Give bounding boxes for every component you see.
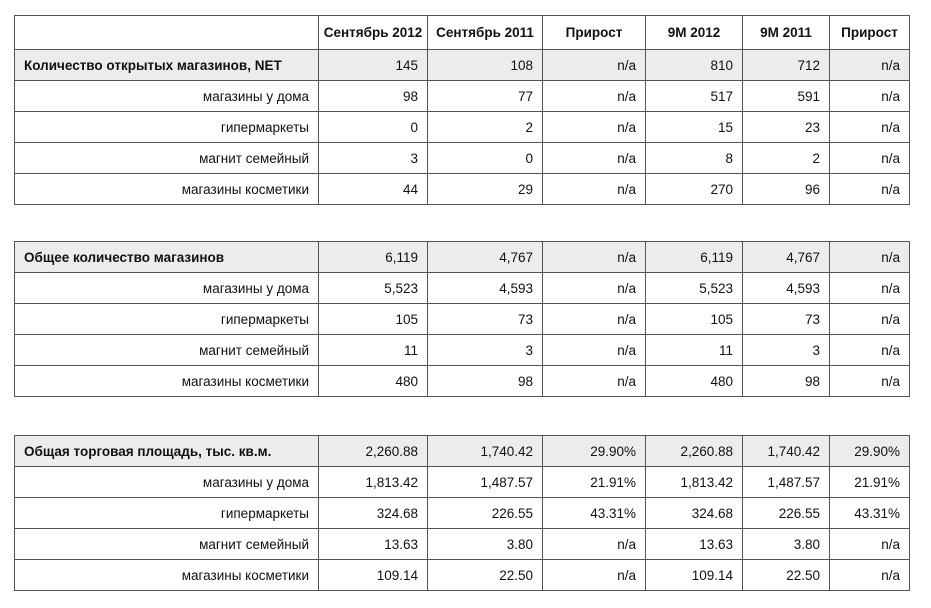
value-cell: 1,487.57 — [743, 467, 830, 498]
value-cell: 8 — [646, 143, 743, 174]
section-total-row — [15, 242, 910, 273]
value-cell: 2,260.88 — [319, 436, 428, 467]
value-cell: n/a — [543, 174, 646, 205]
value-cell: 73 — [743, 304, 830, 335]
value-cell: 810 — [646, 50, 743, 81]
value-cell: 98 — [428, 366, 543, 397]
value-cell: 96 — [743, 174, 830, 205]
value-cell: n/a — [830, 529, 910, 560]
value-cell: 324.68 — [319, 498, 428, 529]
value-cell: 43.31% — [830, 498, 910, 529]
row-label: магазины косметики — [15, 560, 319, 591]
value-cell: n/a — [543, 304, 646, 335]
value-cell: 4,767 — [428, 242, 543, 273]
table-row — [15, 366, 910, 397]
table-row — [15, 529, 910, 560]
value-cell: 712 — [743, 50, 830, 81]
value-cell: 29 — [428, 174, 543, 205]
value-cell: 105 — [646, 304, 743, 335]
value-cell: 145 — [319, 50, 428, 81]
value-cell: 4,767 — [743, 242, 830, 273]
value-cell: 2 — [743, 143, 830, 174]
column-header: Прирост — [830, 16, 910, 50]
table-row — [15, 560, 910, 591]
value-cell: 324.68 — [646, 498, 743, 529]
section-title: Общее количество магазинов — [15, 242, 319, 273]
value-cell: 6,119 — [319, 242, 428, 273]
value-cell: 21.91% — [830, 467, 910, 498]
value-cell: 98 — [743, 366, 830, 397]
section-title: Количество открытых магазинов, NET — [15, 50, 319, 81]
value-cell: n/a — [543, 366, 646, 397]
row-label: магазины у дома — [15, 81, 319, 112]
table-row — [15, 498, 910, 529]
value-cell: 77 — [428, 81, 543, 112]
section-title: Общая торговая площадь, тыс. кв.м. — [15, 436, 319, 467]
value-cell: 13.63 — [646, 529, 743, 560]
value-cell: 3 — [428, 335, 543, 366]
section-table-1 — [14, 15, 910, 205]
row-label: гипермаркеты — [15, 498, 319, 529]
value-cell: n/a — [543, 529, 646, 560]
table-row — [15, 467, 910, 498]
value-cell: n/a — [543, 560, 646, 591]
value-cell: n/a — [830, 112, 910, 143]
value-cell: 73 — [428, 304, 543, 335]
row-label: магнит семейный — [15, 529, 319, 560]
value-cell: 591 — [743, 81, 830, 112]
value-cell: 3.80 — [428, 529, 543, 560]
value-cell: 5,523 — [646, 273, 743, 304]
row-label: магнит семейный — [15, 335, 319, 366]
value-cell: 23 — [743, 112, 830, 143]
value-cell: 517 — [646, 81, 743, 112]
value-cell: n/a — [830, 174, 910, 205]
table-row — [15, 335, 910, 366]
value-cell: n/a — [543, 50, 646, 81]
value-cell: n/a — [830, 242, 910, 273]
value-cell: 1,813.42 — [319, 467, 428, 498]
row-label: гипермаркеты — [15, 112, 319, 143]
value-cell: 2 — [428, 112, 543, 143]
value-cell: 480 — [646, 366, 743, 397]
section-total-row — [15, 436, 910, 467]
row-label: магазины косметики — [15, 366, 319, 397]
value-cell: 22.50 — [428, 560, 543, 591]
value-cell: n/a — [543, 335, 646, 366]
table-row — [15, 304, 910, 335]
value-cell: n/a — [830, 273, 910, 304]
value-cell: n/a — [543, 143, 646, 174]
value-cell: n/a — [830, 143, 910, 174]
value-cell: n/a — [830, 560, 910, 591]
header-row — [15, 16, 910, 50]
value-cell: 29.90% — [830, 436, 910, 467]
value-cell: 109.14 — [319, 560, 428, 591]
value-cell: 270 — [646, 174, 743, 205]
value-cell: 11 — [646, 335, 743, 366]
value-cell: 6,119 — [646, 242, 743, 273]
value-cell: 11 — [319, 335, 428, 366]
value-cell: 1,740.42 — [743, 436, 830, 467]
value-cell: 29.90% — [543, 436, 646, 467]
value-cell: n/a — [830, 335, 910, 366]
value-cell: 1,740.42 — [428, 436, 543, 467]
value-cell: n/a — [830, 50, 910, 81]
value-cell: 98 — [319, 81, 428, 112]
section-total-row — [15, 50, 910, 81]
value-cell: 0 — [428, 143, 543, 174]
value-cell: 1,487.57 — [428, 467, 543, 498]
table-row — [15, 174, 910, 205]
table-row — [15, 273, 910, 304]
value-cell: n/a — [543, 242, 646, 273]
table-row — [15, 112, 910, 143]
value-cell: 226.55 — [428, 498, 543, 529]
value-cell: 5,523 — [319, 273, 428, 304]
value-cell: 22.50 — [743, 560, 830, 591]
value-cell: n/a — [830, 366, 910, 397]
value-cell: 15 — [646, 112, 743, 143]
row-label: магазины у дома — [15, 273, 319, 304]
value-cell: 226.55 — [743, 498, 830, 529]
value-cell: n/a — [543, 273, 646, 304]
value-cell: 44 — [319, 174, 428, 205]
value-cell: 3 — [743, 335, 830, 366]
row-label: магазины у дома — [15, 467, 319, 498]
column-header: 9М 2012 — [646, 16, 743, 50]
value-cell: 2,260.88 — [646, 436, 743, 467]
value-cell: n/a — [830, 304, 910, 335]
column-header: Сентябрь 2012 — [319, 16, 428, 50]
column-header: Сентябрь 2011 — [428, 16, 543, 50]
value-cell: 108 — [428, 50, 543, 81]
value-cell: 4,593 — [428, 273, 543, 304]
table-row — [15, 143, 910, 174]
value-cell: 105 — [319, 304, 428, 335]
section-table-2 — [14, 241, 910, 397]
header-blank — [15, 16, 319, 50]
value-cell: 480 — [319, 366, 428, 397]
value-cell: 21.91% — [543, 467, 646, 498]
value-cell: 13.63 — [319, 529, 428, 560]
table-row — [15, 81, 910, 112]
value-cell: 43.31% — [543, 498, 646, 529]
value-cell: n/a — [543, 112, 646, 143]
row-label: магазины косметики — [15, 174, 319, 205]
column-header: Прирост — [543, 16, 646, 50]
column-header: 9М 2011 — [743, 16, 830, 50]
row-label: гипермаркеты — [15, 304, 319, 335]
value-cell: 3.80 — [743, 529, 830, 560]
value-cell: 3 — [319, 143, 428, 174]
value-cell: 0 — [319, 112, 428, 143]
value-cell: 1,813.42 — [646, 467, 743, 498]
value-cell: 109.14 — [646, 560, 743, 591]
section-table-3 — [14, 435, 910, 591]
value-cell: n/a — [543, 81, 646, 112]
value-cell: n/a — [830, 81, 910, 112]
value-cell: 4,593 — [743, 273, 830, 304]
row-label: магнит семейный — [15, 143, 319, 174]
